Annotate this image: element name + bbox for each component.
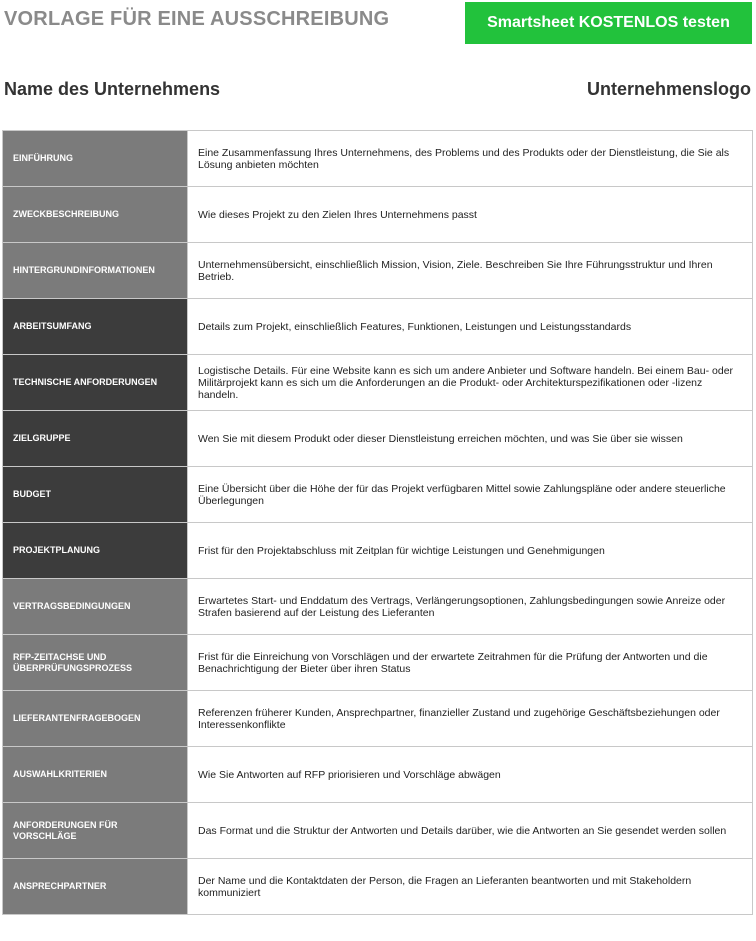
section-description[interactable]: Details zum Projekt, einschließlich Features, Funktionen, Leistungen und Leistungsstandards (188, 299, 753, 355)
table-row (3, 187, 753, 243)
section-description[interactable]: Eine Zusammenfassung Ihres Unternehmens, des Problems und des Produkts oder der Dienstleistung, die Sie als Lösung anbieten möchten (188, 131, 753, 187)
section-description[interactable]: Frist für die Einreichung von Vorschlägen und der erwartete Zeitrahmen für die Prüfung der Antworten und die Benachrichtigung der Bieter über ihren Status (188, 635, 753, 691)
section-label: ANSPRECHPARTNER (3, 859, 188, 915)
section-label: TECHNISCHE ANFORDERUNGEN (3, 355, 188, 411)
section-label: HINTERGRUNDINFORMATIONEN (3, 243, 188, 299)
company-name-placeholder: Name des Unternehmens (4, 79, 221, 99)
section-description[interactable]: Logistische Details. Für eine Website kann es sich um andere Anbieter und Software handeln. Bei einem Bau- oder Militärprojekt kann es sich um die Anforderungen an die Produkt- oder Architekturspezifikationen oder -lizenz handeln. (188, 355, 753, 411)
table-row (3, 635, 753, 691)
rfp-sections-table (2, 130, 753, 915)
section-label: ANFORDERUNGEN FÜR VORSCHLÄGE (3, 803, 188, 859)
table-row (3, 131, 753, 187)
section-label: ARBEITSUMFANG (3, 299, 188, 355)
section-description[interactable]: Wie dieses Projekt zu den Zielen Ihres Unternehmens passt (188, 187, 753, 243)
section-description[interactable]: Frist für den Projektabschluss mit Zeitplan für wichtige Leistungen und Genehmigungen (188, 523, 753, 579)
section-description[interactable]: Wen Sie mit diesem Produkt oder dieser Dienstleistung erreichen möchten, und was Sie über sie wissen (188, 411, 753, 467)
section-label: VERTRAGSBEDINGUNGEN (3, 579, 188, 635)
table-row (3, 243, 753, 299)
table-row (3, 691, 753, 747)
section-label: ZIELGRUPPE (3, 411, 188, 467)
section-label: LIEFERANTENFRAGEBOGEN (3, 691, 188, 747)
section-label: AUSWAHLKRITERIEN (3, 747, 188, 803)
table-row (3, 803, 753, 859)
section-label: BUDGET (3, 467, 188, 523)
section-description[interactable]: Referenzen früherer Kunden, Ansprechpartner, finanzieller Zustand und zugehörige Geschäftsbeziehungen oder Interessenkonflikte (188, 691, 753, 747)
free-trial-button[interactable]: Smartsheet KOSTENLOS testen (465, 2, 752, 44)
table-row (3, 299, 753, 355)
section-description[interactable]: Das Format und die Struktur der Antworten und Details darüber, wie die Antworten an Sie gesendet werden sollen (188, 803, 753, 859)
section-label: PROJEKTPLANUNG (3, 523, 188, 579)
table-row (3, 859, 753, 915)
section-description[interactable]: Erwartetes Start- und Enddatum des Vertrags, Verlängerungsoptionen, Zahlungsbedingungen sowie Anreize oder Strafen basierend auf der Leistung des Lieferanten (188, 579, 753, 635)
page-title: VORLAGE FÜR EINE AUSSCHREIBUNG (4, 8, 390, 30)
section-description[interactable]: Wie Sie Antworten auf RFP priorisieren und Vorschläge abwägen (188, 747, 753, 803)
section-description[interactable]: Der Name und die Kontaktdaten der Person, die Fragen an Lieferanten beantworten und mit Stakeholdern kommuniziert (188, 859, 753, 915)
table-row (3, 355, 753, 411)
table-row (3, 467, 753, 523)
section-description[interactable]: Unternehmensübersicht, einschließlich Mission, Vision, Ziele. Beschreiben Sie Ihre Führungsstruktur und Ihren Betrieb. (188, 243, 753, 299)
section-label: RFP-ZEITACHSE UND ÜBERPRÜFUNGSPROZESS (3, 635, 188, 691)
table-row (3, 579, 753, 635)
section-description[interactable]: Eine Übersicht über die Höhe der für das Projekt verfügbaren Mittel sowie Zahlungspläne oder andere steuerliche Überlegungen (188, 467, 753, 523)
company-logo-placeholder: Unternehmenslogo (586, 79, 751, 99)
section-label: EINFÜHRUNG (3, 131, 188, 187)
table-row (3, 747, 753, 803)
table-row (3, 523, 753, 579)
section-label: ZWECKBESCHREIBUNG (3, 187, 188, 243)
table-row (3, 411, 753, 467)
